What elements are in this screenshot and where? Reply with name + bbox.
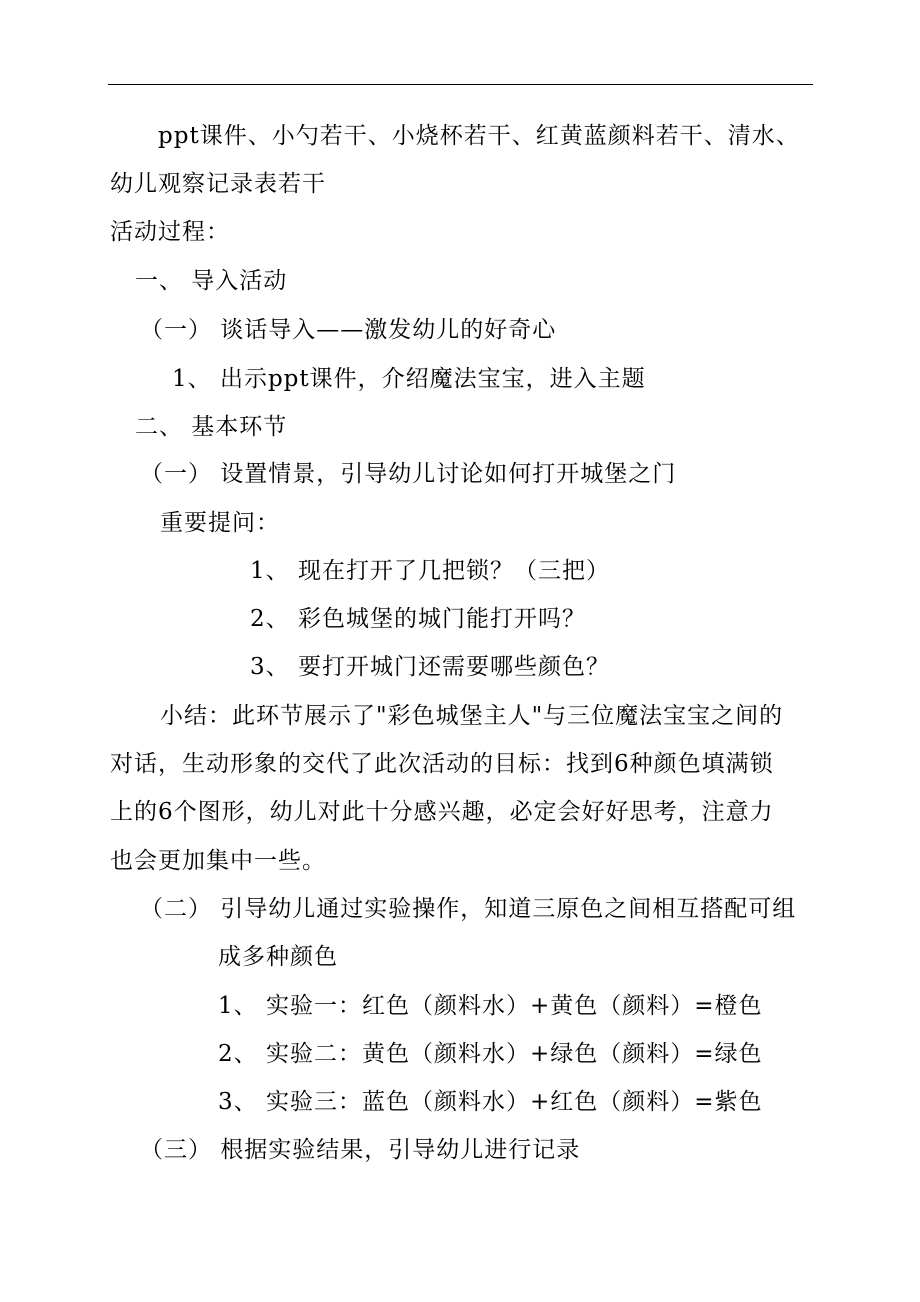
materials-line-1: ppt课件、小勺若干、小烧杯若干、红黄蓝颜料若干、清水、 [158,123,800,149]
subheading-2-1: （一） 设置情景，引导幼儿讨论如何打开城堡之门 [140,461,677,487]
summary-line-1: 小结：此环节展示了"彩色城堡主人"与三位魔法宝宝之间的 [160,703,784,729]
summary-line-4: 也会更加集中一些。 [110,848,326,874]
section-heading-process: 活动过程： [110,219,230,245]
header-rule [108,84,813,85]
materials-line-2: 幼儿观察记录表若干 [110,171,326,197]
experiment-item-1: 1、 实验一：红色（颜料水）+黄色（颜料）=橙色 [218,993,763,1019]
experiment-item-2: 2、 实验二：黄色（颜料水）+绿色（颜料）=绿色 [218,1041,763,1067]
subheading-2-2-line-1: （二） 引导幼儿通过实验操作，知道三原色之间相互搭配可组 [140,896,797,922]
key-questions-label: 重要提问： [160,510,280,536]
experiment-item-3: 3、 实验三：蓝色（颜料水）+红色（颜料）=紫色 [218,1089,763,1115]
subheading-2-3: （三） 根据实验结果，引导幼儿进行记录 [140,1137,581,1163]
list-item-1-1-1: 1、 出示ppt课件，介绍魔法宝宝，进入主题 [172,366,646,392]
heading-part-2: 二、 基本环节 [135,414,288,440]
summary-line-3: 上的6个图形，幼儿对此十分感兴趣，必定会好好思考，注意力 [110,799,774,825]
subheading-1-1: （一） 谈话导入——激发幼儿的好奇心 [140,317,557,343]
subheading-2-2-line-2: 成多种颜色 [218,944,338,970]
summary-line-2: 对话，生动形象的交代了此次活动的目标：找到6种颜色填满锁 [110,751,774,777]
question-item-2: 2、 彩色城堡的城门能打开吗？ [250,606,586,632]
question-item-1: 1、 现在打开了几把锁？（三把） [250,558,610,584]
heading-part-1: 一、 导入活动 [135,268,288,294]
question-item-3: 3、 要打开城门还需要哪些颜色？ [250,654,610,680]
